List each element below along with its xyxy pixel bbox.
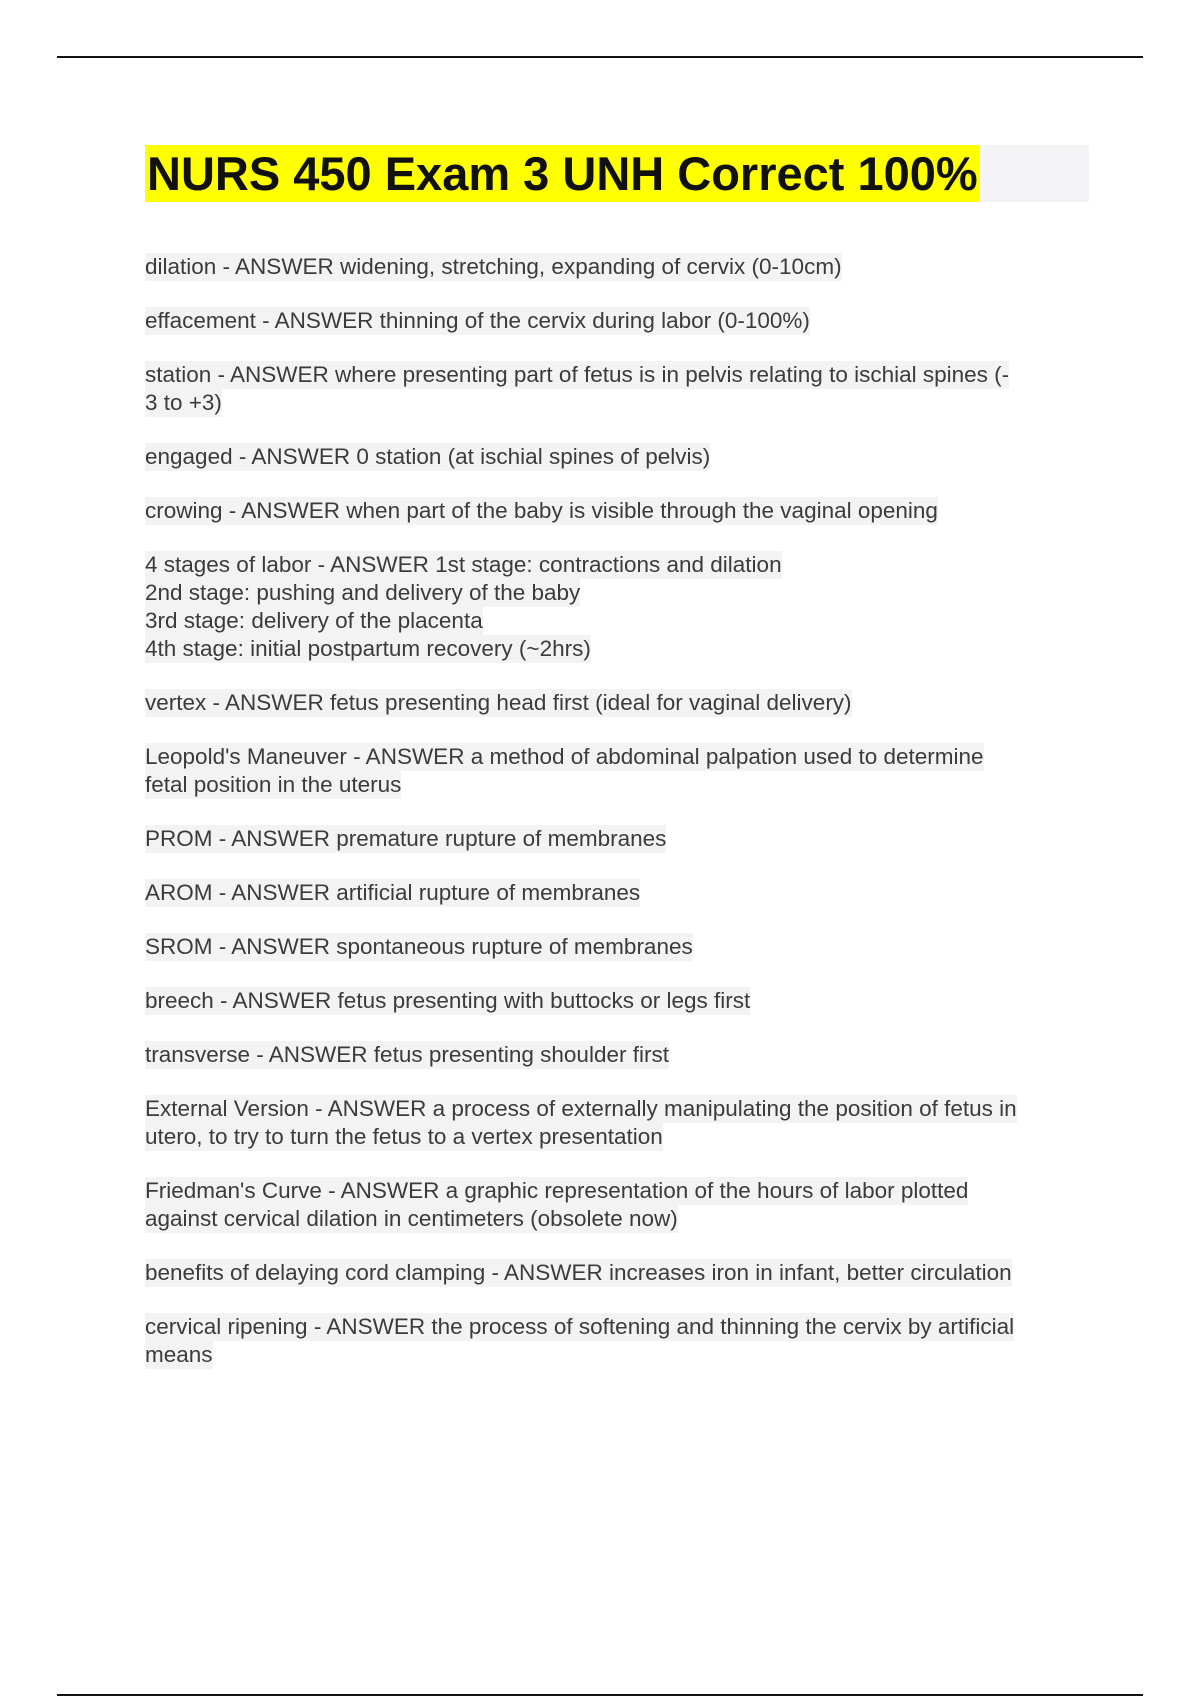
- answer-entry: [145, 1259, 1090, 1287]
- answer-line: dilation - ANSWER widening, stretching, expanding of cervix (0-10cm): [145, 254, 842, 279]
- answer-entry: [145, 933, 1090, 961]
- answer-entry: [145, 1313, 1090, 1369]
- footer-rule: [57, 1694, 1143, 1696]
- answer-entry: [145, 361, 1090, 417]
- answer-entry: [145, 253, 1090, 281]
- answer-line: 4 stages of labor - ANSWER 1st stage: contractions and dilation: [145, 552, 782, 577]
- answer-line: station - ANSWER where presenting part of fetus is in pelvis relating to ischial spines (-: [145, 362, 1010, 387]
- answer-line: against cervical dilation in centimeters (obsolete now): [145, 1206, 678, 1231]
- answer-line: cervical ripening - ANSWER the process of softening and thinning the cervix by artificial: [145, 1314, 1015, 1339]
- answer-line: 3 to +3): [145, 390, 222, 415]
- header-rule: [57, 56, 1143, 58]
- answer-line: engaged - ANSWER 0 station (at ischial spines of pelvis): [145, 444, 711, 469]
- answer-line: benefits of delaying cord clamping - ANSWER increases iron in infant, better circulation: [145, 1260, 1012, 1285]
- answer-entry: [145, 443, 1090, 471]
- answer-entry: [145, 1177, 1090, 1233]
- answer-line: Friedman's Curve - ANSWER a graphic representation of the hours of labor plotted: [145, 1178, 969, 1203]
- answer-line: 4th stage: initial postpartum recovery (~2hrs): [145, 636, 591, 661]
- answer-line: PROM - ANSWER premature rupture of membranes: [145, 826, 667, 851]
- answer-line: utero, to try to turn the fetus to a vertex presentation: [145, 1124, 663, 1149]
- answer-entry: [145, 551, 1090, 663]
- answer-line: breech - ANSWER fetus presenting with buttocks or legs first: [145, 988, 751, 1013]
- answer-line: fetal position in the uterus: [145, 772, 402, 797]
- answer-entry: [145, 743, 1090, 799]
- answer-entry: [145, 879, 1090, 907]
- page-title: NURS 450 Exam 3 UNH Correct 100%: [147, 147, 978, 200]
- answer-line: crowing - ANSWER when part of the baby is visible through the vaginal opening: [145, 498, 938, 523]
- answer-entry: [145, 307, 1090, 335]
- answer-entry: [145, 987, 1090, 1015]
- answer-line: Leopold's Maneuver - ANSWER a method of abdominal palpation used to determine: [145, 744, 984, 769]
- answer-entry: [145, 497, 1090, 525]
- answer-entry: [145, 825, 1090, 853]
- answer-entry: [145, 689, 1090, 717]
- answer-line: 3rd stage: delivery of the placenta: [145, 608, 483, 633]
- answer-entry: [145, 1041, 1090, 1069]
- answer-line: AROM - ANSWER artificial rupture of membranes: [145, 880, 641, 905]
- answer-line: 2nd stage: pushing and delivery of the baby: [145, 580, 581, 605]
- answer-line: effacement - ANSWER thinning of the cervix during labor (0-100%): [145, 308, 810, 333]
- answer-line: transverse - ANSWER fetus presenting shoulder first: [145, 1042, 669, 1067]
- answer-list: [145, 253, 1090, 1395]
- answer-line: vertex - ANSWER fetus presenting head first (ideal for vaginal delivery): [145, 690, 852, 715]
- answer-line: SROM - ANSWER spontaneous rupture of membranes: [145, 934, 693, 959]
- answer-line: means: [145, 1342, 213, 1367]
- answer-entry: [145, 1095, 1090, 1151]
- answer-line: External Version - ANSWER a process of externally manipulating the position of fetus in: [145, 1096, 1017, 1121]
